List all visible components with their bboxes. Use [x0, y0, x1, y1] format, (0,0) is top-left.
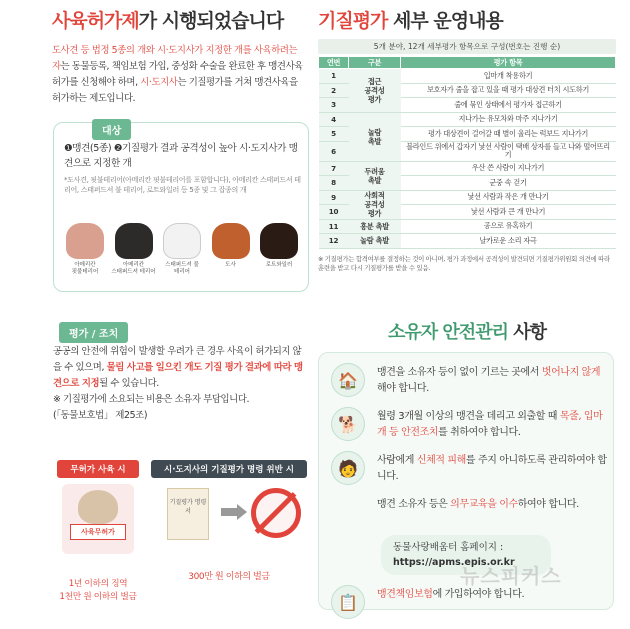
- owner-item: [331, 407, 607, 441]
- row-no: 10: [319, 205, 349, 220]
- dog-label: 도사: [225, 262, 236, 268]
- col-no: 연번: [319, 57, 349, 69]
- penalty2-line: 300만 원 이하의 벌금: [188, 572, 270, 582]
- table-note: ※ 기질평가는 합격여부를 결정하는 것이 아니며, 평가 과정에서 공격성이 발견되면 기질평가위원회 의견에 따라 훈련을 받고 다시 기질평가를 받을 수 있음.: [318, 254, 610, 272]
- edu-url-link[interactable]: https://apms.epis.or.kr: [393, 557, 515, 568]
- eval-table: [318, 56, 616, 249]
- dog-image: [212, 223, 250, 259]
- row-category: 놀람 촉발: [349, 234, 401, 249]
- row-no: 7: [319, 161, 349, 176]
- left-intro: 도사견 등 법정 5종의 개와 시·도지사가 지정한 개를 사육하려는 자는 동물등록, 책임보험 가입, 중성화 수술을 완료한 후 맹견사육허가를 신청해야 하며, 시·도지사는 기질평가를 거쳐 맹견사육을 허가하는 제도입니다.: [52, 45, 303, 104]
- row-item: 공으로 유혹하기: [401, 219, 616, 234]
- dog-item: [208, 223, 254, 276]
- penalty-unlicensed: [57, 460, 139, 604]
- order-illustration: [151, 478, 307, 558]
- owner-item-text: 맹견책임보험에 가입하여야 합니다.: [377, 589, 525, 600]
- owner-item-text: 맹견 소유자 등은 의무교육을 이수하여야 합니다.: [377, 499, 579, 510]
- document-icon: 📋: [331, 585, 365, 619]
- owner-item-text: 월령 3개월 이상의 맹견을 데리고 외출할 때 목줄, 입마개 등 안전조치를 취하여야 합니다.: [377, 411, 603, 438]
- row-category: 흥분 촉발: [349, 219, 401, 234]
- penalty1-line2: 1천만 원 이하의 벌금: [59, 592, 137, 602]
- right-top-section: [318, 6, 616, 54]
- col-item: 평가 항목: [401, 57, 616, 69]
- row-no: 4: [319, 112, 349, 127]
- target-box: [53, 122, 309, 292]
- owner-item: [331, 495, 607, 529]
- dog-item: [111, 223, 157, 276]
- row-item: 우산 쓴 사람이 지나가기: [401, 161, 616, 176]
- penalty1-line1: 1년 이하의 징역: [68, 579, 128, 589]
- row-item: 낯선 사람과 큰 개 만나기: [401, 205, 616, 220]
- dog-item: [256, 223, 302, 276]
- dog-label: 아메리칸 핏불테리어: [71, 262, 99, 275]
- dog-image: [115, 223, 153, 259]
- table-row: [319, 234, 616, 249]
- row-item: 입마개 착용하기: [401, 69, 616, 84]
- row-no: 12: [319, 234, 349, 249]
- dog-leash-icon: 🐕: [331, 407, 365, 441]
- arrow-head-icon: [237, 504, 247, 520]
- home-icon: 🏠: [331, 363, 365, 397]
- owner-item: [331, 451, 607, 485]
- dog-item: [159, 223, 205, 276]
- col-category: 구분: [349, 57, 401, 69]
- owner-item: [331, 585, 607, 619]
- row-item: 평가 대상견이 걸어갈 때 별이 울리는 럭보드 지나가기: [401, 127, 616, 142]
- row-no: 5: [319, 127, 349, 142]
- owner-item: [331, 363, 607, 397]
- row-item: 블라인드 위에서 갑자기 낯선 사람이 택배 상자를 들고 나와 떨어뜨리기: [401, 141, 616, 161]
- dog-image: [260, 223, 298, 259]
- row-item: 줄에 묶인 상태에서 평가자 접근하기: [401, 98, 616, 113]
- target-text: ❶맹견(5종) ❷기질평가 결과 공격성이 높아 시·도지사가 맹견으로 지정한 개: [64, 143, 298, 169]
- dog-sign-illustration: [62, 484, 134, 554]
- target-tag: 대상: [92, 119, 131, 140]
- table-row: [319, 112, 616, 127]
- owner-item-text: 사람에게 신체적 피해를 주지 아니하도록 관리하여야 합니다.: [377, 455, 607, 482]
- dog-label: 로트와일러: [265, 262, 293, 268]
- eval-action-text: 공공의 안전에 위험이 발생할 우려가 큰 경우 사육이 허가되지 않을 수 있으며, 물림 사고를 일으킨 개도 기질 평가 결과에 따라 맹견으로 지정될 수 있습니다. ※ 기질평가에 소요되는 비용은 소유자 부담입니다. (「동물보호법」 제25조): [53, 346, 303, 421]
- arrow-icon: [221, 508, 237, 516]
- dog-image: [66, 223, 104, 259]
- row-category: 놀람 촉발: [349, 112, 401, 161]
- left-title: 사육허가제가 시행되었습니다: [52, 10, 284, 32]
- left-top-section: [52, 6, 312, 107]
- right-title: 기질평가 세부 운영내용: [318, 10, 503, 32]
- row-no: 2: [319, 83, 349, 98]
- table-row: [319, 190, 616, 205]
- eval-table-wrap: [318, 56, 616, 273]
- edu-label: 동물사랑배움터 홈페이지 :: [393, 542, 504, 553]
- row-item: 지나가는 유모차와 마주 지나가기: [401, 112, 616, 127]
- row-item: 보호자가 줄을 잡고 있을 때 평가 대상견 터치 시도하기: [401, 83, 616, 98]
- table-row: [319, 161, 616, 176]
- row-item: 낯선 사람과 작은 개 만나기: [401, 190, 616, 205]
- dog-image: [163, 223, 201, 259]
- target-note: *도사견, 핏불테리어(아메리칸 핏불테리어를 포함합니다), 아메리칸 스태퍼드셔 테리어, 스태퍼드셔 불 테리어, 로트와일러 등 5종 및 그 잡종의 개: [64, 176, 301, 194]
- row-no: 9: [319, 190, 349, 205]
- penalty1-title: 무허가 사육 시: [57, 460, 139, 478]
- dog-label: 아메리칸 스태퍼드셔 테리어: [111, 262, 156, 275]
- person-icon: 🧑: [331, 451, 365, 485]
- table-row: [319, 219, 616, 234]
- penalty-order-violation: [151, 460, 307, 585]
- dog-row: [62, 223, 302, 276]
- owner-safety-title: 소유자 안전관리 사항: [387, 322, 547, 343]
- penalty1-sign: 사육무허가: [70, 524, 126, 540]
- row-category: 두려움 촉발: [349, 161, 401, 190]
- eval-action-tag: 평가 / 조치: [59, 322, 128, 343]
- penalty2-title: 시·도지사의 기질평가 명령 위반 시: [151, 460, 307, 478]
- dog-item: [62, 223, 108, 276]
- row-no: 8: [319, 176, 349, 191]
- row-category: 접근 공격성 평가: [349, 69, 401, 113]
- owner-item-text: 맹견을 소유자 등이 없이 기르는 곳에서 벗어나지 않게 해야 합니다.: [377, 367, 601, 394]
- dog-label: 스태퍼드셔 불 테리어: [165, 262, 199, 275]
- table-row: [319, 69, 616, 84]
- row-no: 1: [319, 69, 349, 84]
- row-no: 6: [319, 141, 349, 161]
- row-item: 날카로운 소리 자극: [401, 234, 616, 249]
- row-no: 11: [319, 219, 349, 234]
- order-paper: 기질평가 명령서: [167, 488, 209, 540]
- watermark: 뉴스피커스: [460, 564, 562, 588]
- row-category: 사회적 공격성 평가: [349, 190, 401, 219]
- row-no: 3: [319, 98, 349, 113]
- right-subtitle: 5개 분야, 12개 세부평가 항목으로 구성(번호는 진행 순): [318, 39, 616, 54]
- row-item: 군중 속 걷기: [401, 176, 616, 191]
